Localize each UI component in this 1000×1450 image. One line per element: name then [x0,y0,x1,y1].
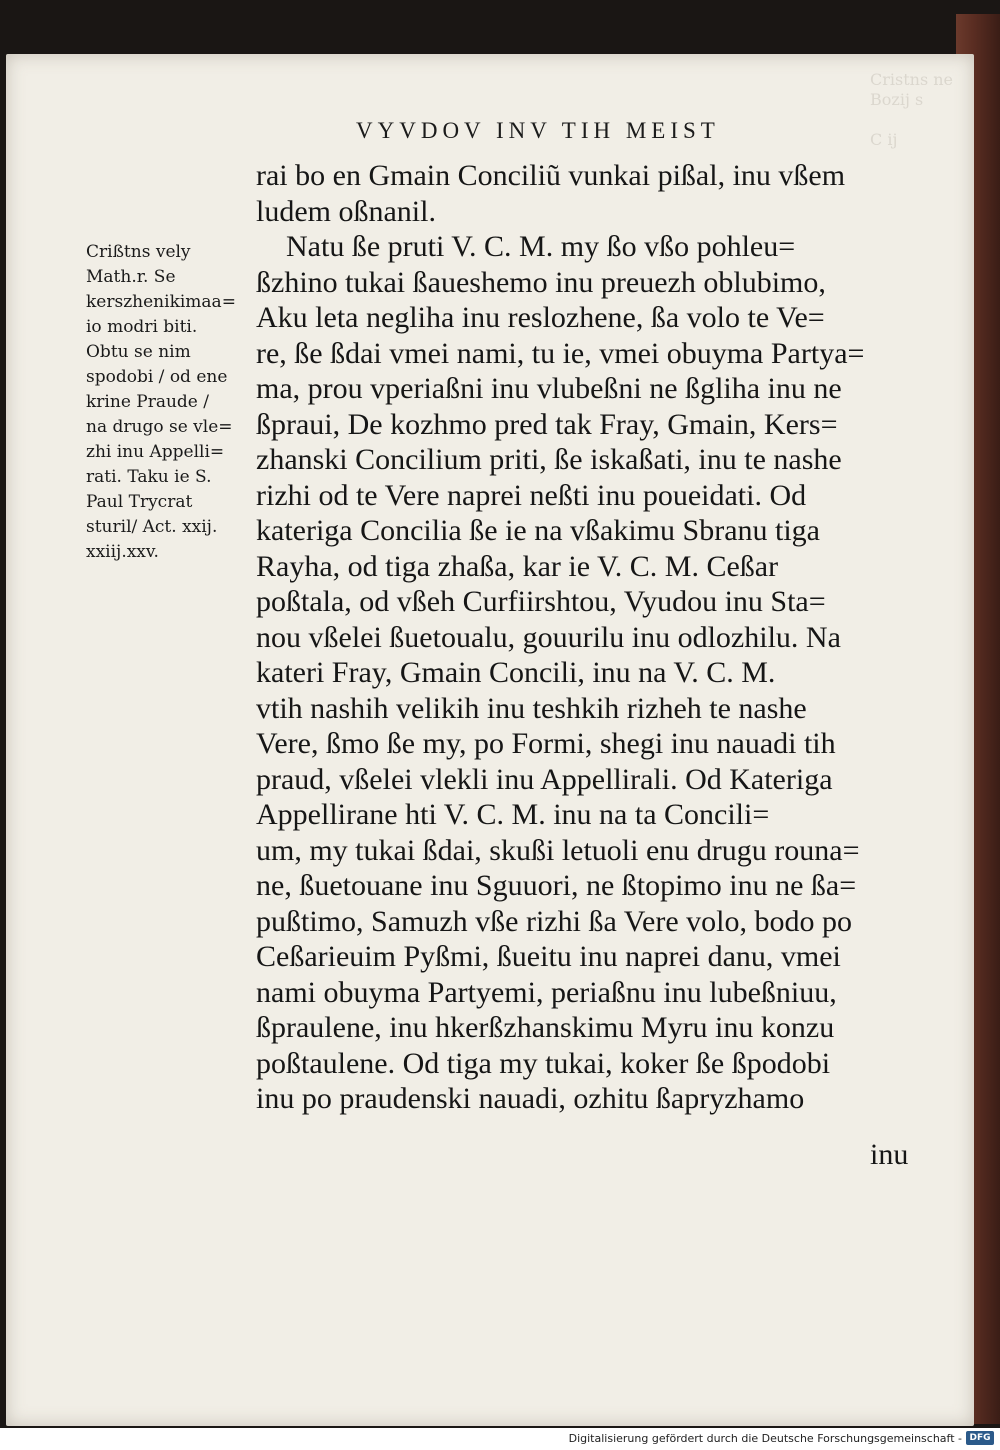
text-line: inu po praudenski nauadi, ozhitu ßapryzhamo [256,1082,805,1115]
text-line: Appellirane hti V. C. M. inu na ta Concili= [256,798,770,831]
text-line: rai bo en Gmain Conciliũ vunkai pißal, inu vßem [256,159,846,192]
text-line: ßzhino tukai ßaueshemo inu preuezh oblubimo, [256,265,826,299]
text-line: re, ße ßdai vmei nami, tu ie, vmei obuyma Partya= [256,336,865,370]
marginal-line: zhi inu Appelli= [86,442,225,462]
marginal-note [86,240,264,565]
marginal-line: io modri biti. [86,317,198,337]
running-head: VYVDOV INV TIH MEIST [356,118,720,143]
text-line: ßpraulene, inu hkerßzhanskimu Myru inu konzu [256,1011,835,1044]
marginal-line: na drugo se vle= [86,417,233,437]
text-line: nou vßelei ßuetoualu, gouurilu inu odlozhilu. Na [256,620,841,654]
body-text [256,158,916,1117]
marginal-line: xxiij.xxv. [86,542,159,562]
text-line: ne, ßuetouane inu Sguuori, ne ßtopimo inu ne ßa= [256,869,857,902]
text-line: vtih nashih velikih inu teshkih rizheh te nashe [256,691,807,725]
marginal-line: Paul Trycrat [86,492,193,512]
text-line: pußtimo, Samuzh vße rizhi ßa Vere volo, bodo po [256,904,853,938]
text-line: nami obuyma Partyemi, periaßnu inu lubeßniuu, [256,975,837,1009]
text-line: Rayha, od tiga zhaßa, kar ie V. C. M. Ceßar [256,549,779,583]
footer-credit: Digitalisierung gefördert durch die Deutsche Forschungsgemeinschaft - [568,1432,962,1445]
catchword: inu [870,1138,909,1171]
text-line: Ceßarieuim Pyßmi, ßueitu inu naprei danu, vmei [256,940,841,973]
text-line: Natu ße pruti V. C. M. my ßo vßo pohleu= [286,230,796,263]
marginal-line: rati. Taku ie S. [86,467,212,487]
text-line: kateriga Concilia ße ie na vßakimu Sbranu tiga [256,514,820,547]
text-line: rizhi od te Vere naprei neßti inu poueidati. Od [256,478,807,512]
marginal-line: Obtu se nim [86,342,191,362]
marginal-line: Crißtns vely [86,242,191,262]
text-line: Aku leta negliha inu reslozhene, ßa volo te Ve= [256,301,825,334]
dfg-logo-icon: DFG [966,1431,994,1445]
marginal-line: kerszhenikimaa= [86,292,236,312]
text-line: poßtaulene. Od tiga my tukai, koker ße ßpodobi [256,1046,831,1080]
marginal-line: Math.r. Se [86,267,176,287]
text-line: praud, vßelei vlekli inu Appellirali. Od Kateriga [256,762,833,796]
marginal-line: krine Praude / [86,392,210,412]
text-line: kateri Fray, Gmain Concili, inu na V. C. M. [256,656,776,689]
text-line: ma, prou vperiaßni inu vlubeßni ne ßgliha inu ne [256,372,842,405]
digitization-footer [0,1428,1000,1450]
text-line: Vere, ßmo ße my, po Formi, shegi inu nauadi tih [256,727,836,760]
show-through-text: Cristns ne Bozij s C ij [870,70,954,149]
text-line: ßpraui, De kozhmo pred tak Fray, Gmain, Kers= [256,407,838,441]
text-line: poßtala, od vßeh Curfiirshtou, Vyudou inu Sta= [256,585,826,618]
marginal-line: spodobi / od ene [86,367,228,387]
text-line: zhanski Concilium priti, ße iskaßati, inu te nashe [256,443,842,476]
text-line: um, my tukai ßdai, skußi letuoli enu drugu rouna= [256,833,860,867]
text-line: ludem oßnanil. [256,194,436,228]
marginal-line: sturil/ Act. xxij. [86,517,218,537]
